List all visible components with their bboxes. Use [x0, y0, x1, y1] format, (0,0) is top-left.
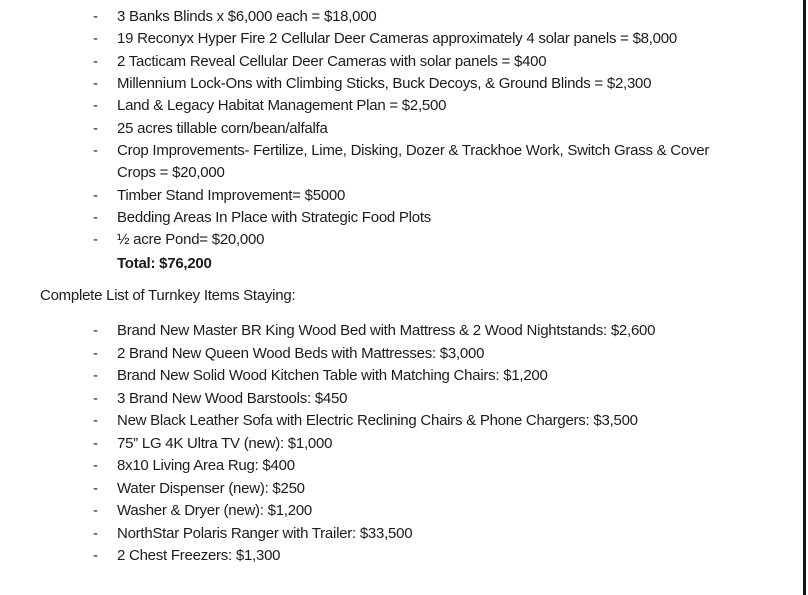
list-item-text: Timber Stand Improvement= $5000 [117, 186, 346, 204]
list-item-text: 25 acres tillable corn/bean/alfalfa [117, 119, 328, 137]
bullet-dash: - [93, 75, 98, 93]
bullet-dash: - [93, 367, 98, 384]
list-item [0, 500, 717, 523]
list-item [0, 320, 717, 343]
list-item [0, 343, 717, 366]
list-item-text: 2 Tacticam Reveal Cellular Deer Cameras with solar panels = $400 [117, 52, 547, 70]
page-edge-line [803, 0, 806, 595]
list-item-text: 2 Brand New Queen Wood Beds with Mattresses: $3,000 [117, 344, 485, 362]
bullet-dash: - [93, 30, 98, 48]
list-item-text: ½ acre Pond= $20,000 [117, 231, 265, 249]
bullet-dash: - [93, 8, 98, 25]
list-item-text: 19 Reconyx Hyper Fire 2 Cellular Deer Cameras approximately 4 solar panels = $8,000 [117, 30, 677, 48]
list-item [0, 28, 717, 50]
bullet-dash: - [93, 97, 98, 115]
list-item-text: 3 Banks Blinds x $6,000 each = $18,000 [117, 8, 377, 25]
list-item [0, 118, 717, 140]
list-item-text: 3 Brand New Wood Barstools: $450 [117, 389, 348, 407]
total-line: Total: $76,200 [117, 255, 212, 272]
list-item [0, 455, 717, 478]
list-item [0, 140, 717, 185]
list-item [0, 229, 717, 251]
list-item [0, 95, 717, 117]
list-item [0, 388, 717, 411]
list-item-text: Brand New Solid Wood Kitchen Table with Matching Chairs: $1,200 [117, 367, 548, 384]
bullet-dash: - [93, 52, 98, 70]
bullet-dash: - [93, 231, 98, 249]
bullet-dash: - [93, 344, 98, 362]
list-item-text: Crop Improvements- Fertilize, Lime, Disking, Dozer & Trackhoe Work, Switch Grass & Cover Crops = $20,000 [117, 142, 710, 182]
list-item [0, 433, 717, 456]
list-item-text: NorthStar Polaris Ranger with Trailer: $33,500 [117, 524, 413, 542]
list-item-text: Brand New Master BR King Wood Bed with Mattress & 2 Wood Nightstands: $2,600 [117, 322, 656, 339]
bullet-dash: - [93, 389, 98, 407]
section-heading: Complete List of Turnkey Items Staying: [40, 287, 296, 304]
bullet-dash: - [93, 524, 98, 542]
list-item [0, 365, 717, 388]
improvements-value-list [0, 6, 717, 252]
list-item [0, 73, 717, 95]
list-item [0, 410, 717, 433]
list-item-text: Millennium Lock-Ons with Climbing Sticks, Buck Decoys, & Ground Blinds = $2,300 [117, 75, 652, 93]
bullet-dash: - [93, 479, 98, 497]
bullet-dash: - [93, 434, 98, 452]
bullet-dash: - [93, 457, 98, 474]
list-item [0, 185, 717, 207]
bullet-dash: - [93, 209, 98, 227]
list-item-text: Bedding Areas In Place with Strategic Food Plots [117, 209, 432, 227]
list-item-text: New Black Leather Sofa with Electric Reclining Chairs & Phone Chargers: $3,500 [117, 412, 638, 429]
list-item-text: Water Dispenser (new): $250 [117, 479, 305, 497]
list-item [0, 523, 717, 546]
list-item-text: 75” LG 4K Ultra TV (new): $1,000 [117, 434, 333, 452]
bullet-dash: - [93, 547, 98, 564]
bullet-dash: - [93, 119, 98, 137]
list-item-text: Land & Legacy Habitat Management Plan = $2,500 [117, 97, 447, 115]
bullet-dash: - [93, 186, 98, 204]
list-item [0, 545, 717, 568]
bullet-dash: - [93, 322, 98, 339]
bullet-dash: - [93, 412, 98, 429]
list-item [0, 51, 717, 73]
list-item [0, 478, 717, 501]
bullet-dash: - [93, 502, 98, 519]
bullet-dash: - [93, 142, 98, 160]
list-item [0, 207, 717, 229]
list-item-text: Washer & Dryer (new): $1,200 [117, 502, 313, 519]
list-item [0, 6, 717, 28]
list-item-text: 8x10 Living Area Rug: $400 [117, 457, 295, 474]
list-item-text: 2 Chest Freezers: $1,300 [117, 547, 281, 564]
turnkey-staying-list [0, 320, 717, 568]
